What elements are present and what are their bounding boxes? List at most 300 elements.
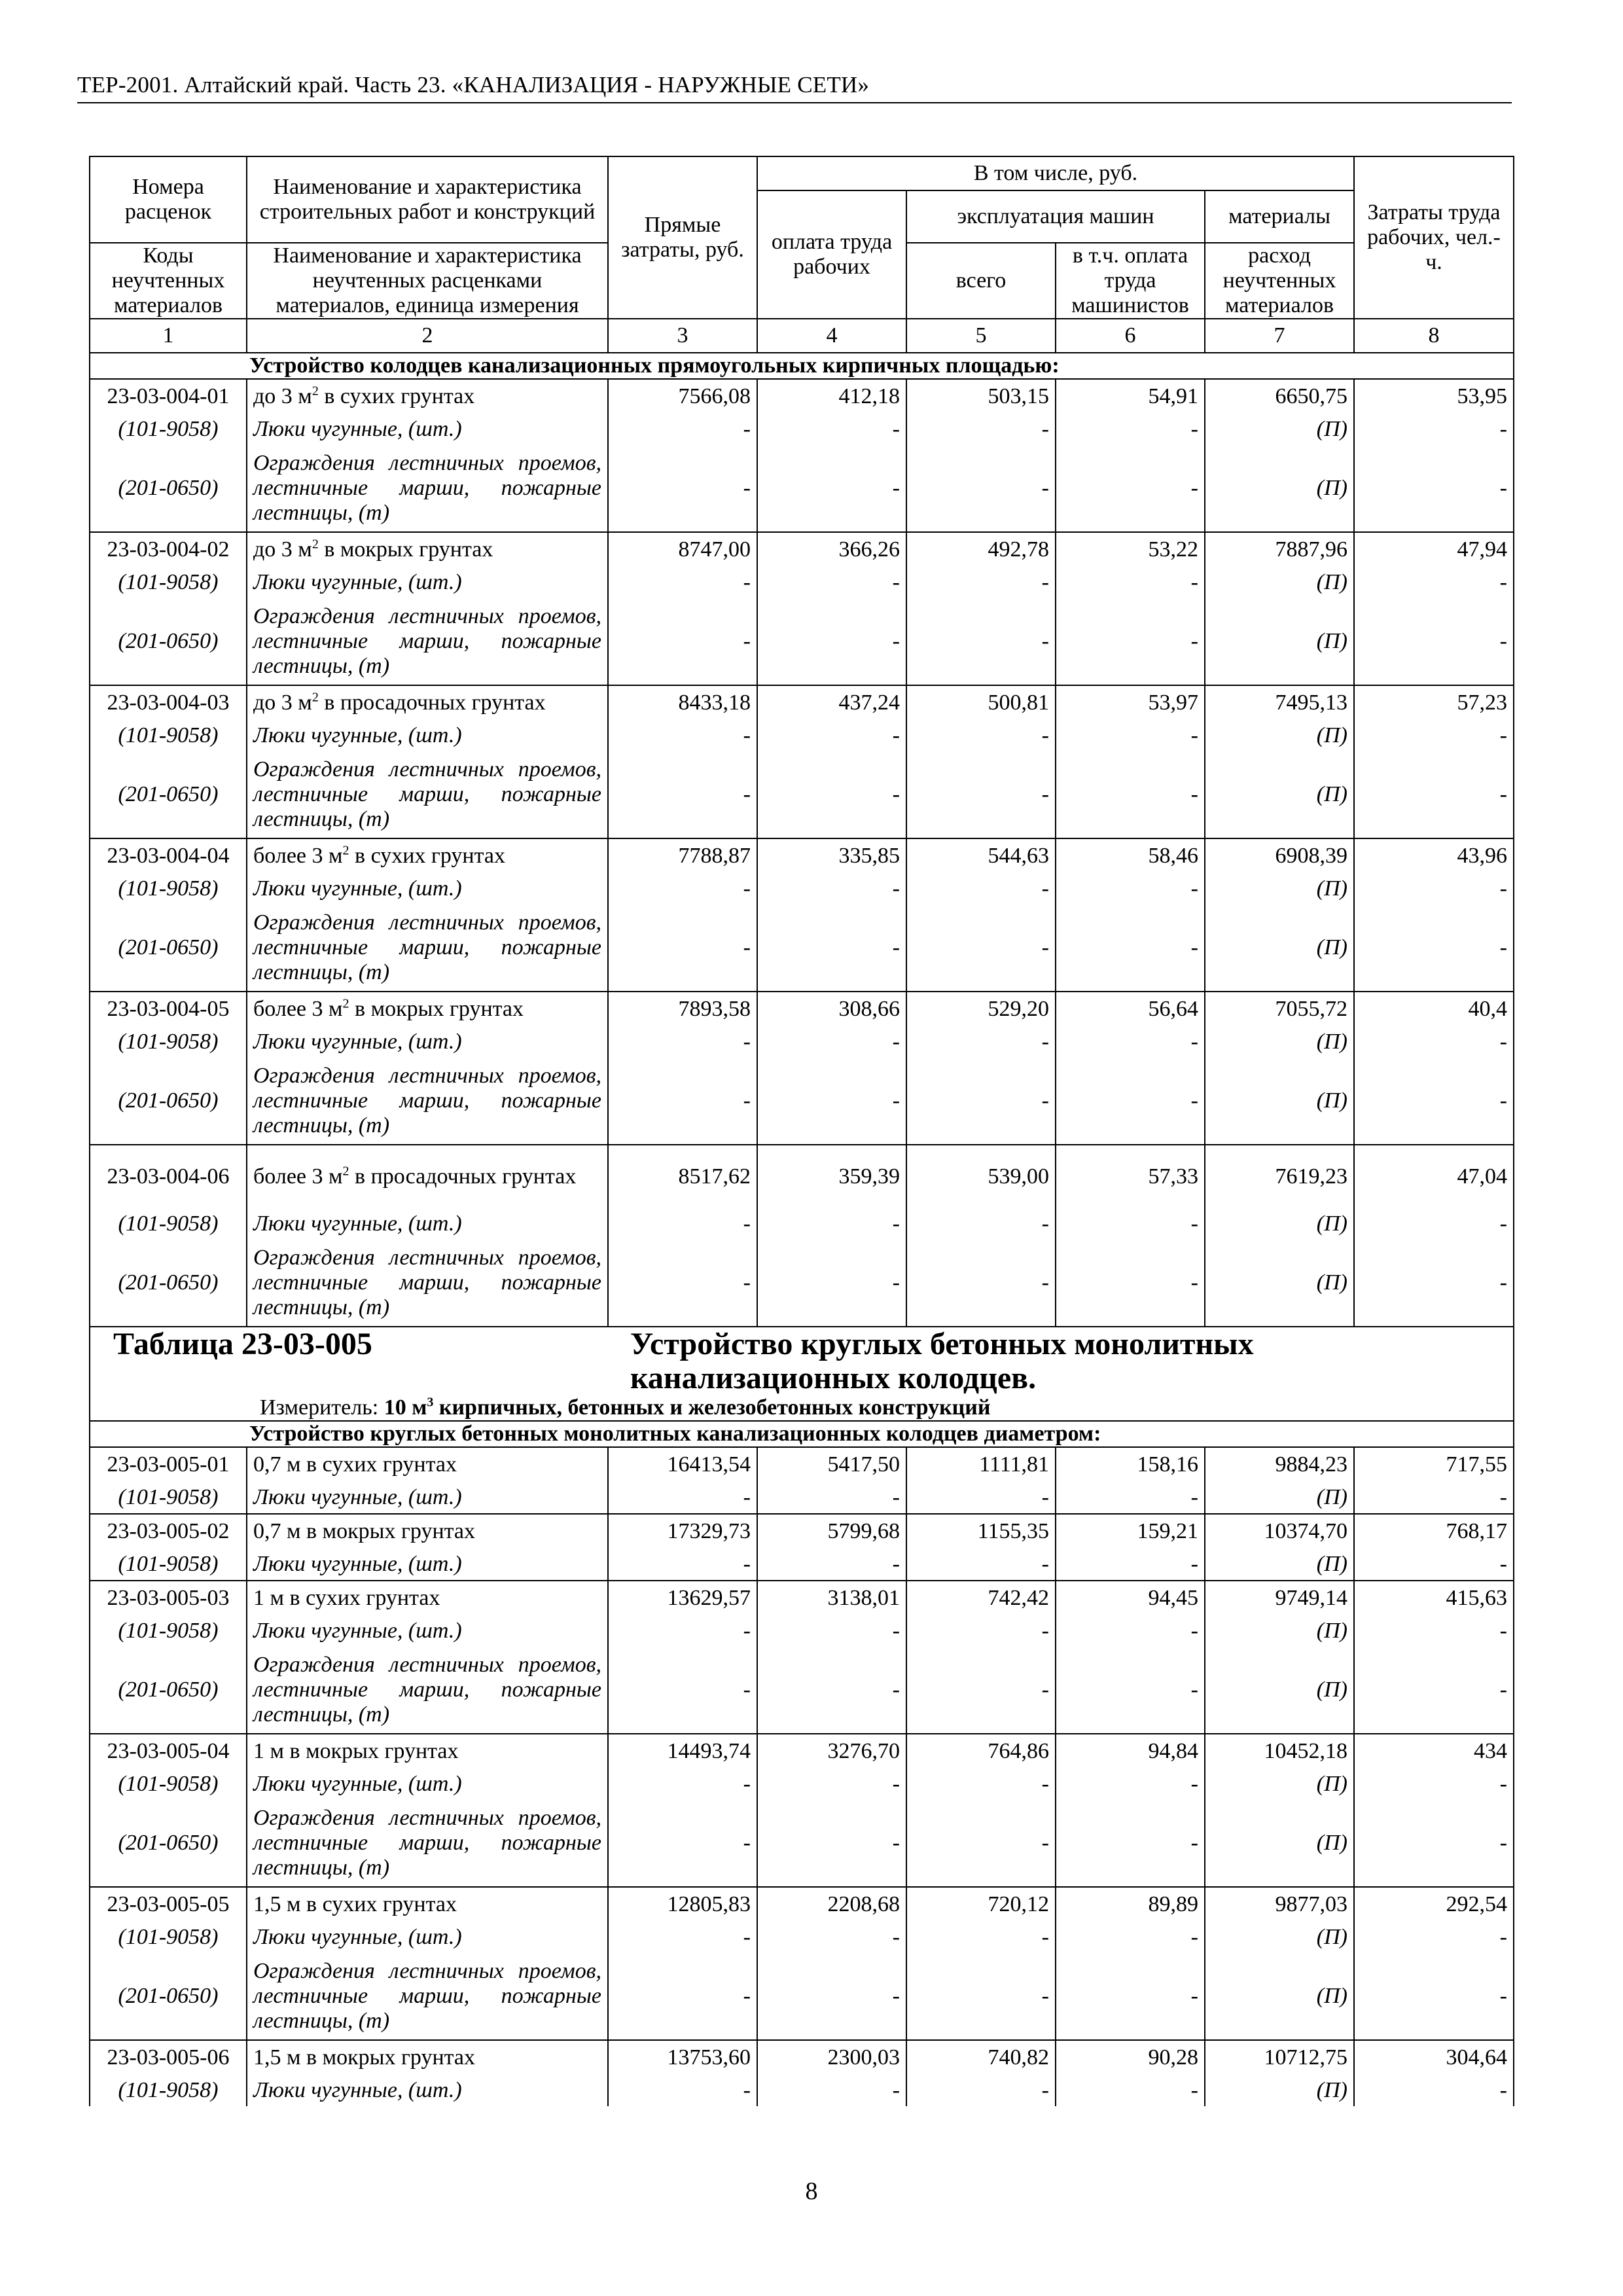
rate-code: 23-03-005-04 — [90, 1734, 247, 1768]
material-flag: (П) — [1205, 1058, 1354, 1145]
dash: - — [757, 1800, 906, 1887]
dash: - — [906, 751, 1056, 838]
material-flag: (П) — [1205, 1026, 1354, 1058]
direct-cost: 12805,83 — [608, 1887, 757, 1922]
labor-pay: 5417,50 — [757, 1447, 906, 1482]
direct-cost: 14493,74 — [608, 1734, 757, 1768]
material-flag: (П) — [1205, 1549, 1354, 1581]
material-name: Ограждения лестничных проемов, лестничные марши, пожарные лестницы, (т) — [247, 1647, 608, 1734]
dash: - — [608, 1026, 757, 1058]
labor-pay: 2208,68 — [757, 1887, 906, 1922]
dash: - — [1056, 598, 1205, 685]
machinist-pay: 89,89 — [1056, 1887, 1205, 1922]
rate-code: 23-03-004-06 — [90, 1145, 247, 1208]
dash: - — [608, 905, 757, 992]
machines-total: 720,12 — [906, 1887, 1056, 1922]
material-flag: (П) — [1205, 567, 1354, 598]
rate-code: 23-03-004-02 — [90, 532, 247, 567]
table-row — [90, 685, 1514, 720]
machinist-pay: 90,28 — [1056, 2040, 1205, 2075]
dash: - — [608, 1953, 757, 2040]
machinist-pay: 54,91 — [1056, 379, 1205, 414]
materials: 6650,75 — [1205, 379, 1354, 414]
machines-total: 740,82 — [906, 2040, 1056, 2075]
dash: - — [1056, 2075, 1205, 2106]
page-number: 8 — [805, 2178, 818, 2205]
materials: 7887,96 — [1205, 532, 1354, 567]
material-code: (201-0650) — [90, 1800, 247, 1887]
header-including: В том числе, руб. — [757, 156, 1354, 190]
material-flag: (П) — [1205, 414, 1354, 445]
dash: - — [1056, 1026, 1205, 1058]
labor-hours: 47,94 — [1354, 532, 1514, 567]
material-flag: (П) — [1205, 751, 1354, 838]
material-code: (101-9058) — [90, 414, 247, 445]
labor-pay: 5799,68 — [757, 1514, 906, 1549]
labor-pay: 308,66 — [757, 992, 906, 1026]
dash: - — [1354, 598, 1514, 685]
rate-code: 23-03-005-02 — [90, 1514, 247, 1549]
dash: - — [757, 1026, 906, 1058]
dash: - — [1056, 567, 1205, 598]
material-name: Люки чугунные, (шт.) — [247, 1768, 608, 1800]
dash: - — [906, 445, 1056, 532]
labor-hours: 47,04 — [1354, 1145, 1514, 1208]
materials: 10374,70 — [1205, 1514, 1354, 1549]
dash: - — [906, 2075, 1056, 2106]
colnum-1: 1 — [90, 319, 247, 353]
dash: - — [906, 1240, 1056, 1327]
material-flag: (П) — [1205, 720, 1354, 751]
dash: - — [906, 567, 1056, 598]
rate-name: 0,7 м в сухих грунтах — [247, 1447, 608, 1482]
dash: - — [608, 1800, 757, 1887]
table-row — [90, 532, 1514, 567]
material-code: (201-0650) — [90, 1058, 247, 1145]
column-numbers-row — [90, 319, 1514, 353]
machines-total: 1155,35 — [906, 1514, 1056, 1549]
dash: - — [757, 1240, 906, 1327]
dash: - — [608, 567, 757, 598]
dash: - — [1354, 1800, 1514, 1887]
labor-pay: 366,26 — [757, 532, 906, 567]
material-name: Люки чугунные, (шт.) — [247, 1922, 608, 1953]
dash: - — [1056, 751, 1205, 838]
rate-name: 1 м в сухих грунтах — [247, 1581, 608, 1615]
material-flag: (П) — [1205, 1922, 1354, 1953]
dash: - — [1056, 1647, 1205, 1734]
material-name: Ограждения лестничных проемов, лестничные марши, пожарные лестницы, (т) — [247, 1240, 608, 1327]
material-row — [90, 1647, 1514, 1734]
table-row — [90, 1145, 1514, 1208]
dash: - — [1056, 1208, 1205, 1240]
material-name: Люки чугунные, (шт.) — [247, 873, 608, 905]
rate-name: 1,5 м в сухих грунтах — [247, 1887, 608, 1922]
dash: - — [608, 1647, 757, 1734]
dash: - — [1056, 873, 1205, 905]
machines-total: 1111,81 — [906, 1447, 1056, 1482]
header-materials: материалы — [1205, 190, 1354, 243]
header-unaccounted-materials: расход неучтенных материалов — [1205, 243, 1354, 319]
header-direct-costs: Прямые затраты, руб. — [608, 156, 757, 319]
dash: - — [757, 445, 906, 532]
labor-hours: 717,55 — [1354, 1447, 1514, 1482]
material-row — [90, 1482, 1514, 1514]
dash: - — [906, 1647, 1056, 1734]
dash: - — [757, 567, 906, 598]
header-material-codes: Коды неучтенных материалов — [90, 243, 247, 319]
colnum-2: 2 — [247, 319, 608, 353]
colnum-8: 8 — [1354, 319, 1514, 353]
labor-pay: 3276,70 — [757, 1734, 906, 1768]
labor-pay: 359,39 — [757, 1145, 906, 1208]
dash: - — [906, 905, 1056, 992]
dash: - — [1056, 1240, 1205, 1327]
machinist-pay: 159,21 — [1056, 1514, 1205, 1549]
material-row — [90, 1549, 1514, 1581]
materials: 7055,72 — [1205, 992, 1354, 1026]
colnum-4: 4 — [757, 319, 906, 353]
labor-pay: 2300,03 — [757, 2040, 906, 2075]
dash: - — [1354, 1922, 1514, 1953]
material-code: (201-0650) — [90, 1240, 247, 1327]
material-name: Ограждения лестничных проемов, лестничные марши, пожарные лестницы, (т) — [247, 1800, 608, 1887]
dash: - — [1354, 1240, 1514, 1327]
material-code: (201-0650) — [90, 905, 247, 992]
dash: - — [1056, 1953, 1205, 2040]
machines-total: 503,15 — [906, 379, 1056, 414]
material-name: Люки чугунные, (шт.) — [247, 1026, 608, 1058]
material-code: (101-9058) — [90, 1026, 247, 1058]
labor-pay: 412,18 — [757, 379, 906, 414]
dash: - — [757, 1953, 906, 2040]
materials: 9877,03 — [1205, 1887, 1354, 1922]
rate-name: более 3 $м^2$ в сухих грунтах — [247, 838, 608, 873]
labor-pay: 3138,01 — [757, 1581, 906, 1615]
dash: - — [608, 751, 757, 838]
machines-total: 742,42 — [906, 1581, 1056, 1615]
material-row — [90, 2075, 1514, 2106]
material-flag: (П) — [1205, 873, 1354, 905]
material-flag: (П) — [1205, 2075, 1354, 2106]
dash: - — [608, 445, 757, 532]
dash: - — [1056, 414, 1205, 445]
materials: 9884,23 — [1205, 1447, 1354, 1482]
material-flag: (П) — [1205, 1647, 1354, 1734]
dash: - — [906, 1482, 1056, 1514]
material-flag: (П) — [1205, 1953, 1354, 2040]
dash: - — [906, 1026, 1056, 1058]
dash: - — [757, 873, 906, 905]
table-row — [90, 1514, 1514, 1549]
dash: - — [608, 1058, 757, 1145]
materials: 7495,13 — [1205, 685, 1354, 720]
labor-hours: 57,23 — [1354, 685, 1514, 720]
material-code: (201-0650) — [90, 1953, 247, 2040]
dash: - — [906, 1953, 1056, 2040]
dash: - — [757, 1482, 906, 1514]
rate-code: 23-03-005-05 — [90, 1887, 247, 1922]
dash: - — [906, 1922, 1056, 1953]
material-code: (101-9058) — [90, 1922, 247, 1953]
dash: - — [906, 1549, 1056, 1581]
material-row — [90, 1058, 1514, 1145]
dash: - — [1056, 1615, 1205, 1647]
colnum-7: 7 — [1205, 319, 1354, 353]
table-row — [90, 992, 1514, 1026]
labor-hours: 434 — [1354, 1734, 1514, 1768]
direct-cost: 8433,18 — [608, 685, 757, 720]
dash: - — [906, 873, 1056, 905]
material-flag: (П) — [1205, 1208, 1354, 1240]
machinist-pay: 94,84 — [1056, 1734, 1205, 1768]
material-name: Ограждения лестничных проемов, лестничные марши, пожарные лестницы, (т) — [247, 1058, 608, 1145]
material-name: Ограждения лестничных проемов, лестничные марши, пожарные лестницы, (т) — [247, 598, 608, 685]
dash: - — [1354, 720, 1514, 751]
dash: - — [1354, 445, 1514, 532]
colnum-6: 6 — [1056, 319, 1205, 353]
machinist-pay: 53,22 — [1056, 532, 1205, 567]
material-name: Люки чугунные, (шт.) — [247, 1208, 608, 1240]
dash: - — [1354, 1647, 1514, 1734]
table-number: Таблица 23-03-005 — [113, 1327, 372, 1361]
machines-total: 500,81 — [906, 685, 1056, 720]
material-name: Люки чугунные, (шт.) — [247, 1615, 608, 1647]
table-row — [90, 1734, 1514, 1768]
direct-cost: 7893,58 — [608, 992, 757, 1026]
machinist-pay: 57,33 — [1056, 1145, 1205, 1208]
material-code: (101-9058) — [90, 1208, 247, 1240]
rate-code: 23-03-005-01 — [90, 1447, 247, 1482]
material-flag: (П) — [1205, 905, 1354, 992]
material-name: Люки чугунные, (шт.) — [247, 1482, 608, 1514]
material-name: Ограждения лестничных проемов, лестничные марши, пожарные лестницы, (т) — [247, 905, 608, 992]
machinist-pay: 94,45 — [1056, 1581, 1205, 1615]
material-name: Люки чугунные, (шт.) — [247, 720, 608, 751]
material-flag: (П) — [1205, 1768, 1354, 1800]
machinist-pay: 158,16 — [1056, 1447, 1205, 1482]
dash: - — [757, 1647, 906, 1734]
dash: - — [1056, 1768, 1205, 1800]
colnum-5: 5 — [906, 319, 1056, 353]
header-work-name: Наименование и характеристика строительных работ и конструкций — [247, 156, 608, 243]
dash: - — [906, 414, 1056, 445]
machinist-pay: 56,64 — [1056, 992, 1205, 1026]
material-row — [90, 1615, 1514, 1647]
material-row — [90, 751, 1514, 838]
material-row — [90, 598, 1514, 685]
rate-code: 23-03-005-06 — [90, 2040, 247, 2075]
rate-name: более 3 $м^2$ в просадочных грунтах — [247, 1145, 608, 1208]
header-labor-pay: оплата труда рабочих — [757, 190, 906, 319]
material-row — [90, 720, 1514, 751]
material-code: (201-0650) — [90, 1647, 247, 1734]
dash: - — [608, 414, 757, 445]
dash: - — [757, 1615, 906, 1647]
material-name: Ограждения лестничных проемов, лестничные марши, пожарные лестницы, (т) — [247, 751, 608, 838]
labor-hours: 304,64 — [1354, 2040, 1514, 2075]
dash: - — [608, 598, 757, 685]
material-row — [90, 1922, 1514, 1953]
machines-total: 492,78 — [906, 532, 1056, 567]
labor-hours: 768,17 — [1354, 1514, 1514, 1549]
labor-hours: 40,4 — [1354, 992, 1514, 1026]
dash: - — [608, 720, 757, 751]
material-name: Ограждения лестничных проемов, лестничные марши, пожарные лестницы, (т) — [247, 445, 608, 532]
dash: - — [1354, 1615, 1514, 1647]
dash: - — [1354, 1549, 1514, 1581]
dash: - — [608, 1240, 757, 1327]
dash: - — [757, 1768, 906, 1800]
dash: - — [1354, 1026, 1514, 1058]
dash: - — [1056, 1482, 1205, 1514]
dash: - — [1354, 1058, 1514, 1145]
dash: - — [1056, 1549, 1205, 1581]
dash: - — [608, 1615, 757, 1647]
material-code: (101-9058) — [90, 720, 247, 751]
rate-name: 1 м в мокрых грунтах — [247, 1734, 608, 1768]
material-name: Люки чугунные, (шт.) — [247, 567, 608, 598]
material-row — [90, 445, 1514, 532]
direct-cost: 16413,54 — [608, 1447, 757, 1482]
material-row — [90, 414, 1514, 445]
dash: - — [757, 905, 906, 992]
machines-total: 544,63 — [906, 838, 1056, 873]
header-machines-total: всего — [906, 243, 1056, 319]
rate-code: 23-03-004-01 — [90, 379, 247, 414]
material-code: (101-9058) — [90, 2075, 247, 2106]
header-rate-numbers: Номера расценок — [90, 156, 247, 243]
material-row — [90, 1768, 1514, 1800]
measure-unit: Измеритель: 10 $м^3$ кирпичных, бетонных и железобетонных конструкций — [260, 1395, 991, 1420]
material-name: Люки чугунные, (шт.) — [247, 1549, 608, 1581]
material-row — [90, 873, 1514, 905]
dash: - — [1354, 905, 1514, 992]
page-header: ТЕР-2001. Алтайский край. Часть 23. «КАНАЛИЗАЦИЯ - НАРУЖНЫЕ СЕТИ» — [77, 72, 1512, 103]
labor-hours: 292,54 — [1354, 1887, 1514, 1922]
material-row — [90, 567, 1514, 598]
dash: - — [608, 873, 757, 905]
dash: - — [757, 1922, 906, 1953]
material-code: (101-9058) — [90, 1549, 247, 1581]
dash: - — [906, 1800, 1056, 1887]
rate-code: 23-03-005-03 — [90, 1581, 247, 1615]
rate-name: более 3 $м^2$ в мокрых грунтах — [247, 992, 608, 1026]
rate-name: 0,7 м в мокрых грунтах — [247, 1514, 608, 1549]
material-name: Люки чугунные, (шт.) — [247, 414, 608, 445]
labor-pay: 437,24 — [757, 685, 906, 720]
direct-cost: 8747,00 — [608, 532, 757, 567]
materials: 9749,14 — [1205, 1581, 1354, 1615]
dash: - — [906, 1058, 1056, 1145]
table-row — [90, 1447, 1514, 1482]
dash: - — [757, 720, 906, 751]
material-flag: (П) — [1205, 1240, 1354, 1327]
material-flag: (П) — [1205, 445, 1354, 532]
material-flag: (П) — [1205, 1800, 1354, 1887]
dash: - — [608, 1208, 757, 1240]
labor-pay: 335,85 — [757, 838, 906, 873]
material-row — [90, 1208, 1514, 1240]
dash: - — [1056, 1800, 1205, 1887]
direct-cost: 13629,57 — [608, 1581, 757, 1615]
table-title: Устройство круглых бетонных монолитных канализационных колодцев. — [630, 1327, 1254, 1395]
direct-cost: 17329,73 — [608, 1514, 757, 1549]
header-machines: эксплуатация машин — [906, 190, 1205, 243]
header-material-names: Наименование и характеристика неучтенных расценками материалов, единица измерения — [247, 243, 608, 319]
dash: - — [1056, 1922, 1205, 1953]
rate-name: до 3 $м^2$ в мокрых грунтах — [247, 532, 608, 567]
machinist-pay: 58,46 — [1056, 838, 1205, 873]
dash: - — [757, 414, 906, 445]
dash: - — [757, 751, 906, 838]
materials: 10712,75 — [1205, 2040, 1354, 2075]
dash: - — [757, 1549, 906, 1581]
dash: - — [757, 2075, 906, 2106]
dash: - — [608, 1768, 757, 1800]
table-row — [90, 379, 1514, 414]
dash: - — [1354, 414, 1514, 445]
dash: - — [1354, 873, 1514, 905]
dash: - — [906, 1615, 1056, 1647]
materials: 6908,39 — [1205, 838, 1354, 873]
dash: - — [906, 598, 1056, 685]
machines-total: 539,00 — [906, 1145, 1056, 1208]
table-row — [90, 1581, 1514, 1615]
dash: - — [1354, 2075, 1514, 2106]
dash: - — [1056, 1058, 1205, 1145]
material-name: Люки чугунные, (шт.) — [247, 2075, 608, 2106]
dash: - — [757, 598, 906, 685]
colnum-3: 3 — [608, 319, 757, 353]
direct-cost: 7566,08 — [608, 379, 757, 414]
section-heading: Устройство круглых бетонных монолитных канализационных колодцев диаметром: — [249, 1422, 1101, 1446]
material-code: (101-9058) — [90, 1482, 247, 1514]
material-code: (101-9058) — [90, 1768, 247, 1800]
direct-cost: 13753,60 — [608, 2040, 757, 2075]
material-code: (101-9058) — [90, 873, 247, 905]
material-row — [90, 1240, 1514, 1327]
dash: - — [608, 1482, 757, 1514]
dash: - — [906, 1768, 1056, 1800]
machinist-pay: 53,97 — [1056, 685, 1205, 720]
material-name: Ограждения лестничных проемов, лестничные марши, пожарные лестницы, (т) — [247, 1953, 608, 2040]
machines-total: 529,20 — [906, 992, 1056, 1026]
dash: - — [1056, 720, 1205, 751]
table-row — [90, 838, 1514, 873]
dash: - — [1056, 905, 1205, 992]
direct-cost: 8517,62 — [608, 1145, 757, 1208]
dash: - — [1354, 1482, 1514, 1514]
dash: - — [757, 1058, 906, 1145]
table-row — [90, 1887, 1514, 1922]
dash: - — [1354, 567, 1514, 598]
direct-cost: 7788,87 — [608, 838, 757, 873]
header-labor-costs: Затраты труда рабочих, чел.-ч. — [1354, 156, 1514, 319]
material-code: (101-9058) — [90, 1615, 247, 1647]
dash: - — [1354, 1208, 1514, 1240]
material-code: (201-0650) — [90, 751, 247, 838]
material-row — [90, 1953, 1514, 2040]
materials: 10452,18 — [1205, 1734, 1354, 1768]
dash: - — [906, 720, 1056, 751]
rate-code: 23-03-004-03 — [90, 685, 247, 720]
rate-code: 23-03-004-05 — [90, 992, 247, 1026]
material-flag: (П) — [1205, 1482, 1354, 1514]
dash: - — [608, 2075, 757, 2106]
price-table — [89, 156, 1514, 2106]
dash: - — [608, 1922, 757, 1953]
